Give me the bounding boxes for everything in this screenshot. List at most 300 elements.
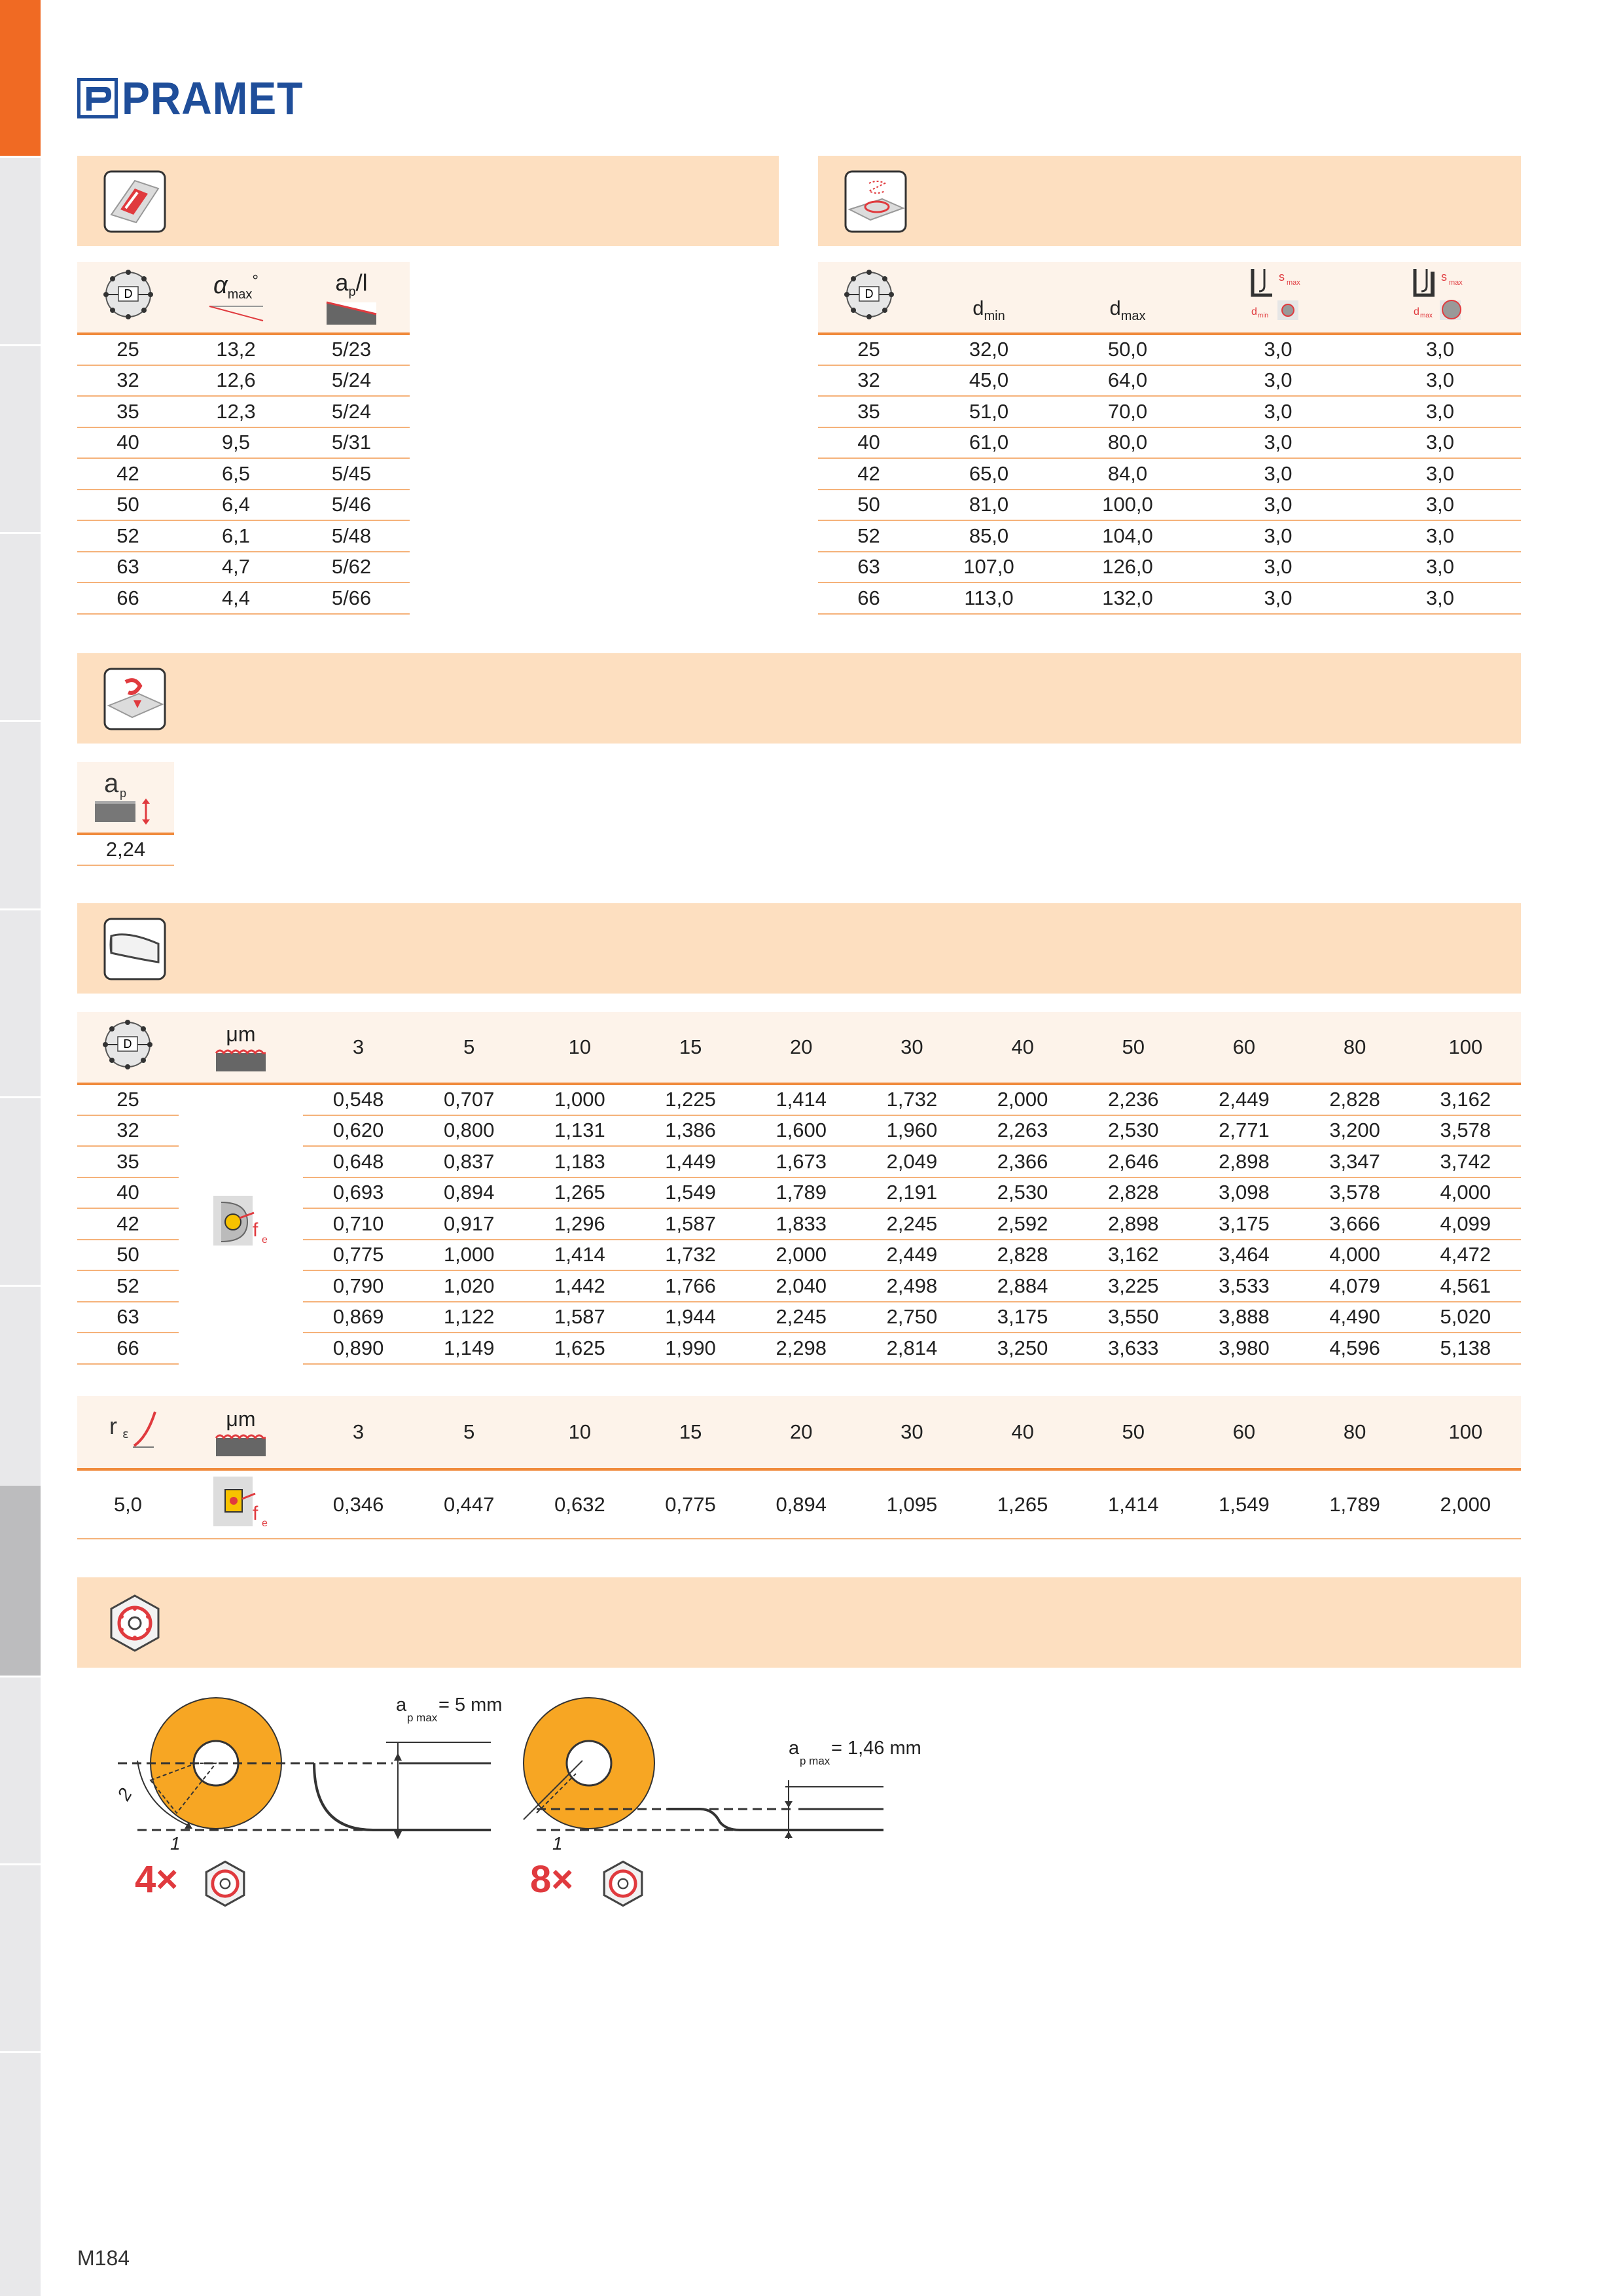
large-hole-depth-icon xyxy=(1411,266,1470,323)
ap-l-cell: 5/24 xyxy=(293,396,410,427)
diameter-cell: 52 xyxy=(77,1270,179,1302)
insert-diagram-shallow xyxy=(510,1682,929,1852)
diameter-cell: 42 xyxy=(77,458,179,490)
roughness-column-header: 20 xyxy=(746,1396,857,1469)
feed-value-cell: 1,183 xyxy=(524,1146,635,1177)
feed-value-cell: 1,732 xyxy=(635,1240,745,1271)
feed-value-cell: 3,742 xyxy=(1410,1146,1521,1177)
small-hole-depth-icon xyxy=(1249,266,1308,323)
feed-value-cell: 2,771 xyxy=(1188,1115,1299,1147)
surface-finish-icon xyxy=(102,916,168,982)
dmax-cell: 100,0 xyxy=(1058,490,1197,521)
diameter-cell: 40 xyxy=(77,1177,179,1209)
feed-per-edge-icon xyxy=(208,1473,274,1532)
feed-value-cell: 2,366 xyxy=(967,1146,1078,1177)
feed-value-cell: 3,175 xyxy=(967,1302,1078,1333)
section-plunging-header xyxy=(77,653,1521,744)
diameter-header xyxy=(77,262,179,334)
diameter-cell: 25 xyxy=(77,1084,179,1115)
diameter-cell: 63 xyxy=(77,552,179,583)
feed-per-rev-cell xyxy=(179,1084,303,1364)
roughness-header: μm xyxy=(179,1396,303,1469)
feed-value-cell: 0,632 xyxy=(524,1469,635,1539)
feed-value-cell: 1,414 xyxy=(746,1084,857,1115)
feed-value-cell: 2,828 xyxy=(1078,1177,1188,1209)
side-divider xyxy=(0,1863,41,1865)
feed-value-cell: 1,296 xyxy=(524,1208,635,1240)
svg-text:s: s xyxy=(1440,270,1447,283)
side-divider xyxy=(0,908,41,910)
dmax-cell: 104,0 xyxy=(1058,520,1197,552)
alpha-cell: 13,2 xyxy=(179,334,293,365)
feed-value-cell: 1,990 xyxy=(635,1333,745,1364)
feed-value-cell: 2,884 xyxy=(967,1270,1078,1302)
page-number: M184 xyxy=(77,2246,130,2270)
feed-value-cell: 1,095 xyxy=(857,1469,967,1539)
smax-small-cell: 3,0 xyxy=(1197,520,1359,552)
dmin-cell: 113,0 xyxy=(919,583,1058,614)
feed-value-cell: 1,122 xyxy=(414,1302,524,1333)
svg-text:D: D xyxy=(124,287,132,300)
feed-value-cell: 4,490 xyxy=(1300,1302,1410,1333)
smax-small-cell: 3,0 xyxy=(1197,334,1359,365)
roughness-column-header: 60 xyxy=(1188,1012,1299,1084)
smax-large-cell: 3,0 xyxy=(1359,490,1521,521)
feed-value-cell: 1,600 xyxy=(746,1115,857,1147)
diameter-cell: 52 xyxy=(77,520,179,552)
svg-text:max: max xyxy=(1419,312,1433,319)
feed-value-cell: 1,149 xyxy=(414,1333,524,1364)
surface-finish-table xyxy=(77,1012,1521,1365)
feed-value-cell: 2,592 xyxy=(967,1208,1078,1240)
dmin-cell: 51,0 xyxy=(919,396,1058,427)
feed-value-cell: 3,200 xyxy=(1300,1115,1410,1147)
svg-text:max: max xyxy=(1448,279,1463,287)
feed-value-cell: 3,533 xyxy=(1188,1270,1299,1302)
feed-value-cell: 1,449 xyxy=(635,1146,745,1177)
dmax-cell: 70,0 xyxy=(1058,396,1197,427)
smax-large-cell: 3,0 xyxy=(1359,552,1521,583)
corner-radius-header xyxy=(77,1396,179,1469)
smax-large-cell: 3,0 xyxy=(1359,396,1521,427)
table-row xyxy=(77,552,410,583)
feed-value-cell: 3,162 xyxy=(1410,1084,1521,1115)
feed-value-cell: 2,000 xyxy=(1410,1469,1521,1539)
roughness-column-header: 10 xyxy=(524,1396,635,1469)
side-tab-section xyxy=(0,1486,41,1676)
dmax-cell: 64,0 xyxy=(1058,365,1197,397)
ramp-depth-icon xyxy=(325,300,378,326)
roughness-column-header: 10 xyxy=(524,1012,635,1084)
section-helical-header xyxy=(818,156,1521,246)
feed-value-cell: 3,175 xyxy=(1188,1208,1299,1240)
feed-value-cell: 4,000 xyxy=(1300,1240,1410,1271)
feed-value-cell: 4,472 xyxy=(1410,1240,1521,1271)
feed-per-rev-cell xyxy=(179,1469,303,1539)
smax-large-cell: 3,0 xyxy=(1359,334,1521,365)
feed-value-cell: 2,498 xyxy=(857,1270,967,1302)
roughness-icon xyxy=(215,1431,267,1458)
feed-value-cell: 2,750 xyxy=(857,1302,967,1333)
svg-text:f: f xyxy=(252,1502,259,1524)
feed-value-cell: 0,648 xyxy=(303,1146,414,1177)
feed-value-cell: 3,980 xyxy=(1188,1333,1299,1364)
feed-value-cell: 1,625 xyxy=(524,1333,635,1364)
feed-value-cell: 2,191 xyxy=(857,1177,967,1209)
feed-value-cell: 0,620 xyxy=(303,1115,414,1147)
feed-value-cell: 2,298 xyxy=(746,1333,857,1364)
svg-text:1: 1 xyxy=(170,1833,181,1852)
feed-value-cell: 2,263 xyxy=(967,1115,1078,1147)
feed-value-cell: 1,131 xyxy=(524,1115,635,1147)
diameter-cell: 50 xyxy=(77,1240,179,1271)
feed-value-cell: 4,099 xyxy=(1410,1208,1521,1240)
insert-indexing-icon xyxy=(199,1857,251,1910)
dmin-cell: 107,0 xyxy=(919,552,1058,583)
alpha-max-header: $\alpha_{max}^\circ$ xyxy=(179,262,293,334)
feed-value-cell: 0,447 xyxy=(414,1469,524,1539)
brand-logo xyxy=(77,73,319,123)
svg-text:D: D xyxy=(123,1037,132,1050)
ramp-angle-icon xyxy=(207,302,266,323)
feed-value-cell: 1,549 xyxy=(1188,1469,1299,1539)
roughness-column-header: 80 xyxy=(1300,1396,1410,1469)
feed-value-cell: 2,828 xyxy=(967,1240,1078,1271)
roughness-column-header: 100 xyxy=(1410,1396,1521,1469)
alpha-cell: 6,4 xyxy=(179,490,293,521)
table-row xyxy=(818,396,1521,427)
svg-text:ε: ε xyxy=(122,1427,130,1441)
feed-value-cell: 5,020 xyxy=(1410,1302,1521,1333)
table-row xyxy=(77,427,410,459)
insert-diagram-round xyxy=(111,1682,517,1852)
roughness-column-header: 50 xyxy=(1078,1396,1188,1469)
roughness-column-header: 60 xyxy=(1188,1396,1299,1469)
table-row xyxy=(77,396,410,427)
side-divider xyxy=(0,2051,41,2053)
side-divider xyxy=(0,1285,41,1287)
feed-value-cell: 1,944 xyxy=(635,1302,745,1333)
feed-value-cell: 2,449 xyxy=(857,1240,967,1271)
feed-value-cell: 4,561 xyxy=(1410,1270,1521,1302)
alpha-cell: 6,5 xyxy=(179,458,293,490)
svg-text:p: p xyxy=(120,787,127,800)
roughness-column-header: 3 xyxy=(303,1012,414,1084)
feed-value-cell: 3,464 xyxy=(1188,1240,1299,1271)
feed-value-cell: 3,578 xyxy=(1410,1115,1521,1147)
smax-small-cell: 3,0 xyxy=(1197,552,1359,583)
roughness-icon xyxy=(215,1047,267,1073)
smax-large-hole-header xyxy=(1359,262,1521,334)
dmin-cell: 65,0 xyxy=(919,458,1058,490)
svg-text:s: s xyxy=(1279,270,1285,283)
feed-value-cell: 3,225 xyxy=(1078,1270,1188,1302)
plunging-table xyxy=(77,762,174,866)
feed-value-cell: 1,265 xyxy=(524,1177,635,1209)
svg-text:e: e xyxy=(261,1234,268,1246)
dmax-cell: 84,0 xyxy=(1058,458,1197,490)
roughness-column-header: 3 xyxy=(303,1396,414,1469)
feed-value-cell: 1,414 xyxy=(1078,1469,1188,1539)
roughness-column-header: 40 xyxy=(967,1012,1078,1084)
smax-small-cell: 3,0 xyxy=(1197,396,1359,427)
table-row xyxy=(77,490,410,521)
feed-value-cell: 1,414 xyxy=(524,1240,635,1271)
feed-value-cell: 0,710 xyxy=(303,1208,414,1240)
smax-small-cell: 3,0 xyxy=(1197,427,1359,459)
svg-text:f: f xyxy=(252,1219,259,1241)
feed-value-cell: 3,550 xyxy=(1078,1302,1188,1333)
svg-text:p max: p max xyxy=(800,1755,830,1767)
feed-value-cell: 1,549 xyxy=(635,1177,745,1209)
side-tab-active xyxy=(0,0,41,156)
roughness-column-header: 20 xyxy=(746,1012,857,1084)
indexing-count-8: 8× xyxy=(530,1858,574,1901)
feed-value-cell: 1,789 xyxy=(746,1177,857,1209)
radius-cell: 5,0 xyxy=(77,1469,179,1539)
diameter-cell: 40 xyxy=(77,427,179,459)
roughness-column-header: 5 xyxy=(414,1012,524,1084)
feed-value-cell: 3,250 xyxy=(967,1333,1078,1364)
feed-value-cell: 1,000 xyxy=(524,1084,635,1115)
table-row xyxy=(818,334,1521,365)
diameter-cell: 40 xyxy=(818,427,919,459)
feed-value-cell: 5,138 xyxy=(1410,1333,1521,1364)
ramping-icon xyxy=(102,169,168,234)
feed-per-edge-icon xyxy=(208,1189,274,1255)
smax-small-hole-header xyxy=(1197,262,1359,334)
section-surface-finish-header xyxy=(77,903,1521,994)
svg-text:min: min xyxy=(1258,312,1269,319)
feed-value-cell: 1,673 xyxy=(746,1146,857,1177)
table-row xyxy=(77,583,410,614)
feed-value-cell: 1,766 xyxy=(635,1270,745,1302)
diameter-cell: 25 xyxy=(818,334,919,365)
section-ramping-header xyxy=(77,156,779,246)
indexing-count-4: 4× xyxy=(135,1858,179,1901)
feed-value-cell: 2,449 xyxy=(1188,1084,1299,1115)
diameter-header xyxy=(77,1012,179,1084)
feed-value-cell: 3,888 xyxy=(1188,1302,1299,1333)
pramet-logo-icon xyxy=(77,78,118,118)
diameter-icon xyxy=(98,1015,157,1074)
feed-value-cell: 2,646 xyxy=(1078,1146,1188,1177)
feed-value-cell: 0,707 xyxy=(414,1084,524,1115)
corner-radius-icon xyxy=(95,1407,160,1452)
roughness-column-header: 5 xyxy=(414,1396,524,1469)
svg-text:1: 1 xyxy=(552,1833,563,1852)
roughness-column-header: 15 xyxy=(635,1396,745,1469)
table-row xyxy=(77,458,410,490)
feed-value-cell: 0,837 xyxy=(414,1146,524,1177)
helical-interpolation-icon xyxy=(843,169,908,234)
dmin-cell: 45,0 xyxy=(919,365,1058,397)
feed-value-cell: 1,000 xyxy=(414,1240,524,1271)
diameter-cell: 32 xyxy=(77,365,179,397)
feed-value-cell: 0,894 xyxy=(414,1177,524,1209)
smax-large-cell: 3,0 xyxy=(1359,427,1521,459)
ramping-table xyxy=(77,262,410,615)
smax-large-cell: 3,0 xyxy=(1359,583,1521,614)
feed-value-cell: 1,587 xyxy=(635,1208,745,1240)
dmin-cell: 81,0 xyxy=(919,490,1058,521)
feed-value-cell: 3,666 xyxy=(1300,1208,1410,1240)
table-row xyxy=(77,365,410,397)
feed-value-cell: 1,960 xyxy=(857,1115,967,1147)
diameter-cell: 63 xyxy=(77,1302,179,1333)
svg-text:p max: p max xyxy=(407,1712,438,1724)
feed-value-cell: 0,890 xyxy=(303,1333,414,1364)
feed-value-cell: 0,548 xyxy=(303,1084,414,1115)
feed-value-cell: 3,633 xyxy=(1078,1333,1188,1364)
svg-text:a: a xyxy=(104,769,119,798)
feed-value-cell: 4,079 xyxy=(1300,1270,1410,1302)
feed-value-cell: 2,000 xyxy=(746,1240,857,1271)
diameter-cell: 66 xyxy=(77,583,179,614)
dmax-header: $d_{max}$ xyxy=(1058,262,1197,334)
feed-value-cell: 2,530 xyxy=(967,1177,1078,1209)
brand-name: PRAMET xyxy=(122,73,304,124)
svg-text:a: a xyxy=(789,1738,800,1759)
roughness-column-header: 30 xyxy=(857,1396,967,1469)
roughness-column-header: 30 xyxy=(857,1012,967,1084)
diameter-icon xyxy=(99,265,158,324)
feed-value-cell: 1,225 xyxy=(635,1084,745,1115)
feed-value-cell: 2,000 xyxy=(967,1084,1078,1115)
roughness-column-header: 100 xyxy=(1410,1012,1521,1084)
dmin-cell: 32,0 xyxy=(919,334,1058,365)
smax-small-cell: 3,0 xyxy=(1197,458,1359,490)
feed-value-cell: 2,828 xyxy=(1300,1084,1410,1115)
side-divider xyxy=(0,1676,41,1677)
ap-l-cell: 5/46 xyxy=(293,490,410,521)
diameter-cell: 42 xyxy=(818,458,919,490)
feed-value-cell: 2,898 xyxy=(1078,1208,1188,1240)
feed-value-cell: 3,098 xyxy=(1188,1177,1299,1209)
insert-indexing-icon xyxy=(597,1857,649,1910)
svg-text:D: D xyxy=(865,287,873,300)
svg-text:= 1,46 mm: = 1,46 mm xyxy=(831,1738,921,1759)
dmax-cell: 132,0 xyxy=(1058,583,1197,614)
ap-value: 2,24 xyxy=(77,834,174,865)
smax-large-cell: 3,0 xyxy=(1359,458,1521,490)
feed-value-cell: 1,265 xyxy=(967,1469,1078,1539)
feed-value-cell: 0,800 xyxy=(414,1115,524,1147)
feed-value-cell: 3,162 xyxy=(1078,1240,1188,1271)
diameter-cell: 32 xyxy=(77,1115,179,1147)
svg-text:d: d xyxy=(1251,306,1257,317)
feed-value-cell: 3,347 xyxy=(1300,1146,1410,1177)
table-row xyxy=(818,583,1521,614)
roughness-column-header: 15 xyxy=(635,1012,745,1084)
feed-value-cell: 1,386 xyxy=(635,1115,745,1147)
ap-l-cell: 5/23 xyxy=(293,334,410,365)
diameter-cell: 66 xyxy=(77,1333,179,1364)
side-divider xyxy=(0,532,41,534)
feed-value-cell: 2,898 xyxy=(1188,1146,1299,1177)
svg-text:d: d xyxy=(1413,306,1419,317)
table-row xyxy=(77,520,410,552)
feed-value-cell: 0,775 xyxy=(635,1469,745,1539)
ap-l-cell: 5/62 xyxy=(293,552,410,583)
feed-value-cell: 4,596 xyxy=(1300,1333,1410,1364)
diameter-cell: 35 xyxy=(77,1146,179,1177)
feed-value-cell: 2,049 xyxy=(857,1146,967,1177)
alpha-cell: 6,1 xyxy=(179,520,293,552)
diameter-cell: 66 xyxy=(818,583,919,614)
smax-small-cell: 3,0 xyxy=(1197,365,1359,397)
diameter-cell: 50 xyxy=(818,490,919,521)
smax-small-cell: 3,0 xyxy=(1197,583,1359,614)
svg-text:a: a xyxy=(396,1695,407,1715)
alpha-cell: 9,5 xyxy=(179,427,293,459)
feed-value-cell: 1,020 xyxy=(414,1270,524,1302)
feed-value-cell: 0,917 xyxy=(414,1208,524,1240)
alpha-cell: 12,6 xyxy=(179,365,293,397)
feed-value-cell: 2,814 xyxy=(857,1333,967,1364)
svg-text:= 5 mm: = 5 mm xyxy=(438,1695,503,1715)
feed-value-cell: 0,790 xyxy=(303,1270,414,1302)
feed-value-cell: 1,732 xyxy=(857,1084,967,1115)
alpha-cell: 4,4 xyxy=(179,583,293,614)
smax-large-cell: 3,0 xyxy=(1359,365,1521,397)
plunging-icon xyxy=(102,666,168,732)
feed-value-cell: 0,693 xyxy=(303,1177,414,1209)
ap-l-cell: 5/24 xyxy=(293,365,410,397)
alpha-cell: 4,7 xyxy=(179,552,293,583)
svg-text:e: e xyxy=(261,1517,268,1529)
alpha-cell: 12,3 xyxy=(179,396,293,427)
dmax-cell: 80,0 xyxy=(1058,427,1197,459)
side-divider xyxy=(0,156,41,158)
side-divider xyxy=(0,720,41,722)
table-row xyxy=(818,427,1521,459)
feed-value-cell: 0,894 xyxy=(746,1469,857,1539)
table-row xyxy=(77,1469,1521,1539)
feed-value-cell: 0,869 xyxy=(303,1302,414,1333)
radius-finish-table xyxy=(77,1396,1521,1539)
roughness-column-header: 50 xyxy=(1078,1012,1188,1084)
roughness-column-header: 80 xyxy=(1300,1012,1410,1084)
diameter-cell: 35 xyxy=(818,396,919,427)
table-row xyxy=(818,520,1521,552)
diameter-cell: 52 xyxy=(818,520,919,552)
ap-l-cell: 5/31 xyxy=(293,427,410,459)
feed-value-cell: 0,346 xyxy=(303,1469,414,1539)
dmin-cell: 61,0 xyxy=(919,427,1058,459)
ap-l-cell: 5/45 xyxy=(293,458,410,490)
feed-value-cell: 3,578 xyxy=(1300,1177,1410,1209)
svg-text:r: r xyxy=(109,1412,118,1439)
diameter-cell: 50 xyxy=(77,490,179,521)
svg-text:2: 2 xyxy=(113,1784,136,1804)
side-divider xyxy=(0,1096,41,1098)
feed-value-cell: 2,530 xyxy=(1078,1115,1188,1147)
feed-value-cell: 2,245 xyxy=(746,1302,857,1333)
diameter-cell: 42 xyxy=(77,1208,179,1240)
feed-value-cell: 2,236 xyxy=(1078,1084,1188,1115)
dmax-cell: 126,0 xyxy=(1058,552,1197,583)
dmin-cell: 85,0 xyxy=(919,520,1058,552)
roughness-column-header: 40 xyxy=(967,1396,1078,1469)
feed-value-cell: 1,587 xyxy=(524,1302,635,1333)
roughness-header: μm xyxy=(179,1012,303,1084)
helical-table xyxy=(818,262,1521,615)
ap-l-cell: 5/66 xyxy=(293,583,410,614)
feed-value-cell: 4,000 xyxy=(1410,1177,1521,1209)
feed-value-cell: 2,245 xyxy=(857,1208,967,1240)
table-row xyxy=(818,552,1521,583)
